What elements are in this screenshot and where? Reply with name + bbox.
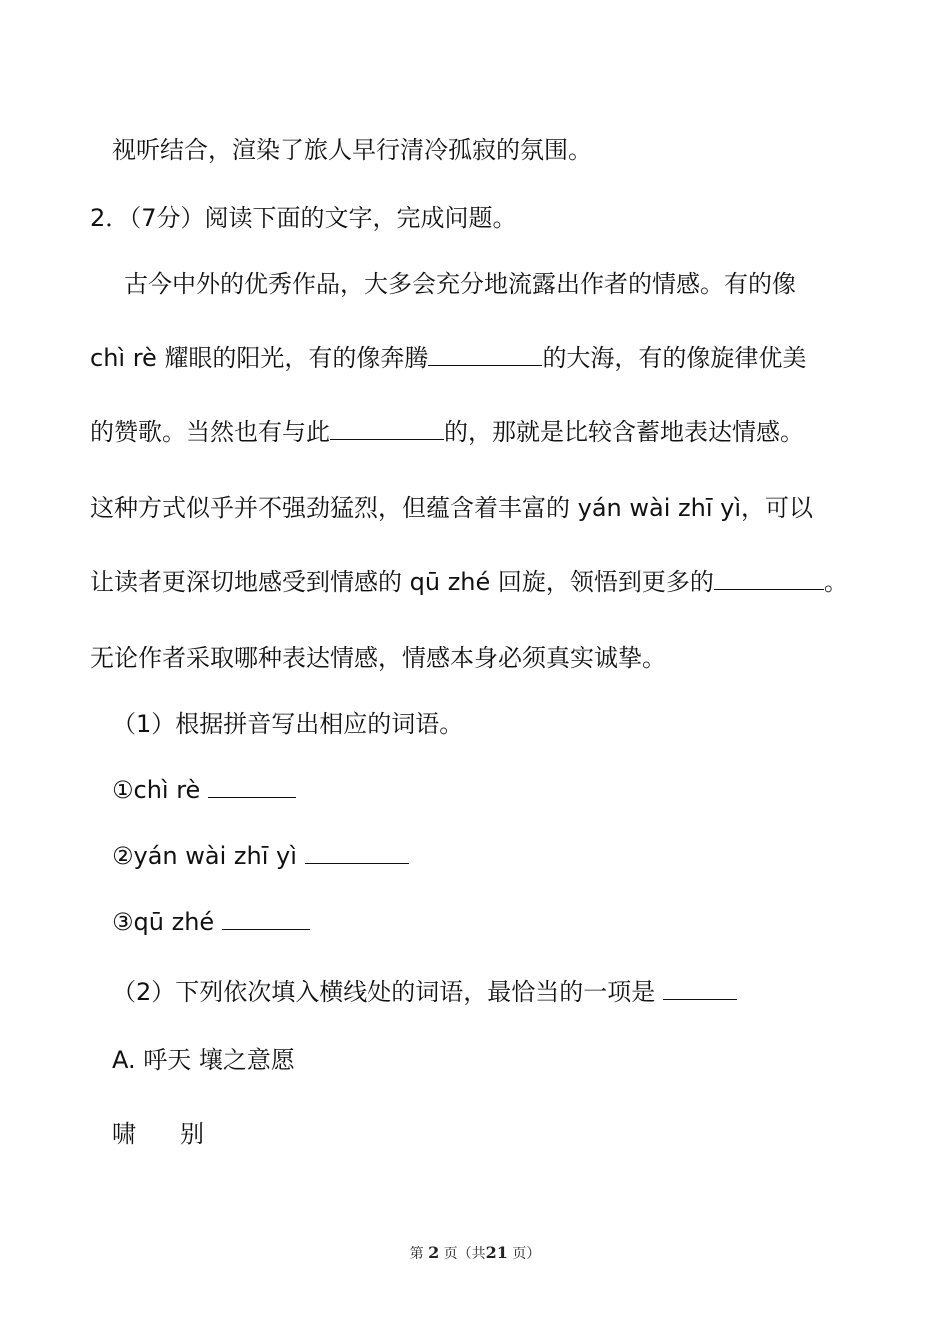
paragraph-line-1: 视听结合，渲染了旅人早行清冷孤寂的氛围。 [112, 136, 592, 164]
option-char: 啸 [112, 1120, 136, 1148]
pinyin-prompt: ②yán wài zhī yì [112, 842, 305, 870]
passage-text: chì rè 耀眼的阳光，有的像奔腾 [90, 344, 429, 372]
footer-text: 第 [409, 1246, 424, 1262]
current-page-number: 2 [428, 1243, 440, 1262]
subquestion-1-item-1 [112, 774, 296, 806]
subquestion-1-item-3 [112, 906, 310, 938]
fill-blank-1 [428, 343, 542, 366]
passage-line-5 [90, 566, 848, 598]
answer-blank-3 [222, 907, 310, 930]
passage-line-6: 无论作者采取哪种表达情感，情感本身必须真实诚挚。 [90, 644, 666, 672]
passage-line-1: 古今中外的优秀作品，大多会充分地流露出作者的情感。有的像 [124, 270, 796, 298]
passage-line-4: 这种方式似乎并不强劲猛烈，但蕴含着丰富的 yán wài zhī yì，可以 [90, 494, 813, 522]
footer-text: 页（共 [443, 1246, 486, 1262]
passage-line-3 [90, 416, 804, 448]
question-2-heading: 2．（7分）阅读下面的文字，完成问题。 [90, 204, 517, 232]
answer-blank-1 [208, 775, 296, 798]
passage-text: 的大海，有的像旋律优美 [542, 344, 807, 372]
pinyin-prompt: ①chì rè [112, 776, 208, 804]
option-char: 别 [180, 1120, 204, 1148]
option-a-continuation [112, 1118, 204, 1150]
answer-blank-4 [663, 977, 737, 1000]
passage-text: 。 [823, 568, 848, 596]
footer-text: 页） [512, 1246, 541, 1262]
answer-blank-2 [305, 841, 409, 864]
subquestion-2-text: （2）下列依次填入横线处的词语，最恰当的一项是 [112, 978, 663, 1006]
subquestion-1-item-2 [112, 840, 409, 872]
subquestion-1-heading: （1）根据拼音写出相应的词语。 [112, 710, 464, 738]
pinyin-prompt: ③qū zhé [112, 908, 222, 936]
fill-blank-3 [714, 567, 824, 590]
passage-text: 的，那就是比较含蓄地表达情感。 [444, 418, 804, 446]
option-a: A. 呼天 壤之意愿 [112, 1046, 295, 1074]
passage-text: 的赞歌。当然也有与此 [90, 418, 330, 446]
passage-text: 让读者更深切地感受到情感的 qū zhé 回旋，领悟到更多的 [90, 568, 714, 596]
total-page-number: 21 [485, 1243, 508, 1262]
subquestion-2-heading [112, 976, 737, 1008]
page-footer [0, 1243, 950, 1263]
fill-blank-2 [330, 417, 444, 440]
passage-line-2 [90, 342, 806, 374]
